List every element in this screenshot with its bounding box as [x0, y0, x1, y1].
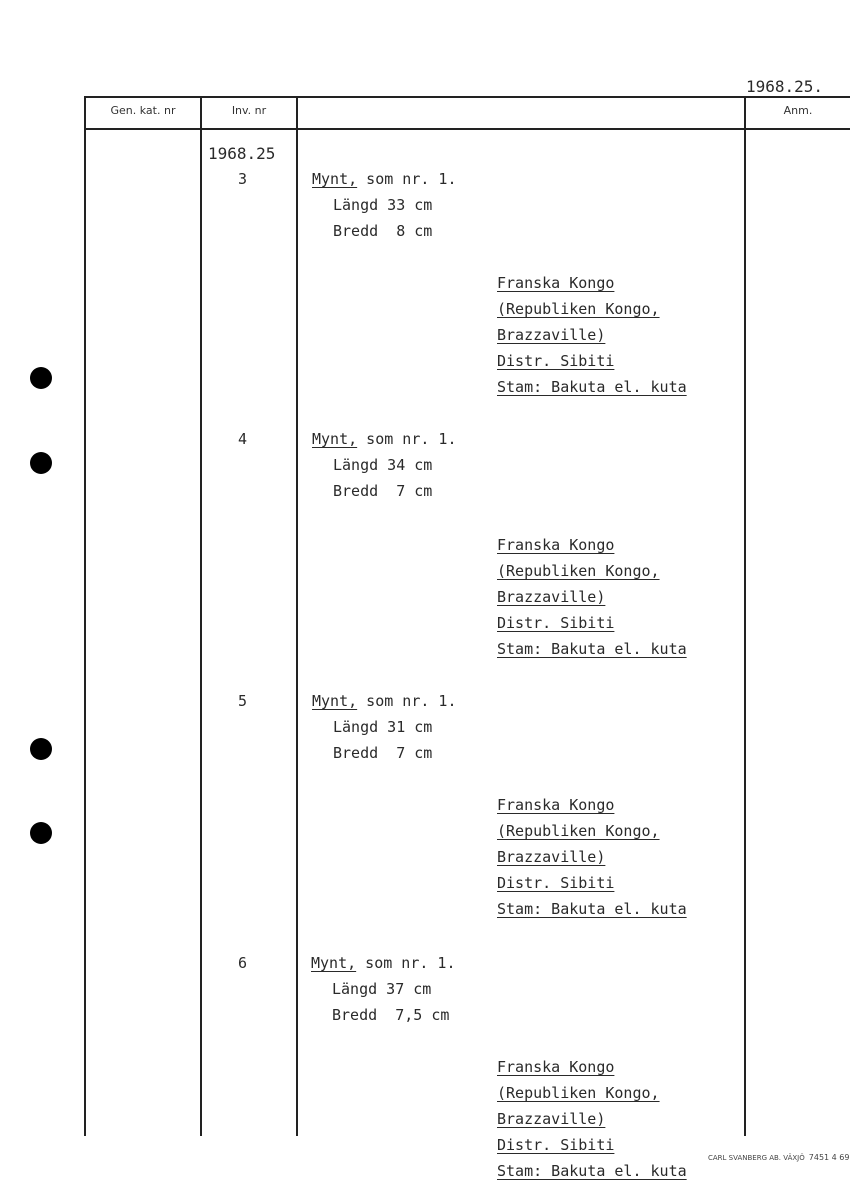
origin-republic: (Republiken Kongo, — [497, 562, 660, 580]
item-line — [311, 950, 456, 976]
punch-hole — [30, 367, 52, 389]
origin-tribe: Stam: Bakuta el. kuta — [497, 378, 687, 396]
item-reference: som nr. 1. — [357, 170, 457, 188]
origin-district: Distr. Sibiti — [497, 874, 615, 892]
origin-republic: (Republiken Kongo, — [497, 1084, 660, 1102]
origin-tribe: Stam: Bakuta el. kuta — [497, 900, 687, 918]
origin-country: Franska Kongo — [497, 1058, 615, 1076]
width-line: Bredd 7 cm — [333, 744, 433, 762]
column-header-inv-nr: Inv. nr — [231, 104, 267, 117]
width-line: Bredd 7,5 cm — [332, 1006, 450, 1024]
punch-hole — [30, 738, 52, 760]
origin-republic: (Republiken Kongo, — [497, 822, 660, 840]
origin-city: Brazzaville) — [497, 588, 606, 606]
origin-district: Distr. Sibiti — [497, 614, 615, 632]
inventory-prefix: 1968.25 — [208, 144, 276, 163]
top-reference-number: 1968.25. — [746, 77, 824, 96]
header-bottom-rule — [84, 128, 850, 130]
column-rule-inv-desc — [296, 96, 298, 1136]
origin-country: Franska Kongo — [497, 274, 615, 292]
punch-hole — [30, 452, 52, 474]
origin-city: Brazzaville) — [497, 1110, 606, 1128]
origin-tribe: Stam: Bakuta el. kuta — [497, 640, 687, 658]
item-reference: som nr. 1. — [357, 430, 457, 448]
origin-country: Franska Kongo — [497, 536, 615, 554]
column-header-gen-kat-nr: Gen. kat. nr — [110, 104, 176, 117]
origin-republic: (Republiken Kongo, — [497, 300, 660, 318]
origin-country: Franska Kongo — [497, 796, 615, 814]
punch-hole — [30, 822, 52, 844]
width-line: Bredd 8 cm — [333, 222, 433, 240]
origin-tribe: Stam: Bakuta el. kuta — [497, 1162, 687, 1180]
inventory-number: 6 — [238, 954, 248, 972]
column-rule-desc-anm — [744, 96, 746, 1136]
printer-name: CARL SVANBERG AB. VÄXJÖ — [708, 1154, 805, 1162]
header-top-rule — [84, 96, 850, 98]
item-name: Mynt, — [312, 692, 358, 710]
column-rule-gen-inv — [200, 96, 202, 1136]
column-rule-left — [84, 96, 86, 1136]
width-line: Bredd 7 cm — [333, 482, 433, 500]
length-line: Längd 37 cm — [332, 980, 432, 998]
form-code: 7451 4 69 — [808, 1153, 850, 1162]
origin-district: Distr. Sibiti — [497, 352, 615, 370]
item-reference: som nr. 1. — [356, 954, 456, 972]
origin-city: Brazzaville) — [497, 326, 606, 344]
inventory-number: 5 — [238, 692, 248, 710]
length-line: Längd 34 cm — [333, 456, 433, 474]
item-name: Mynt, — [312, 170, 358, 188]
item-line — [312, 166, 457, 192]
item-name: Mynt, — [312, 430, 358, 448]
item-line — [312, 688, 457, 714]
inventory-number: 3 — [238, 170, 248, 188]
origin-district: Distr. Sibiti — [497, 1136, 615, 1154]
item-line — [312, 426, 457, 452]
printer-imprint — [708, 1153, 849, 1162]
origin-city: Brazzaville) — [497, 848, 606, 866]
item-reference: som nr. 1. — [357, 692, 457, 710]
length-line: Längd 31 cm — [333, 718, 433, 736]
length-line: Längd 33 cm — [333, 196, 433, 214]
column-header-anm: Anm. — [783, 104, 813, 117]
item-name: Mynt, — [311, 954, 357, 972]
inventory-number: 4 — [238, 430, 248, 448]
